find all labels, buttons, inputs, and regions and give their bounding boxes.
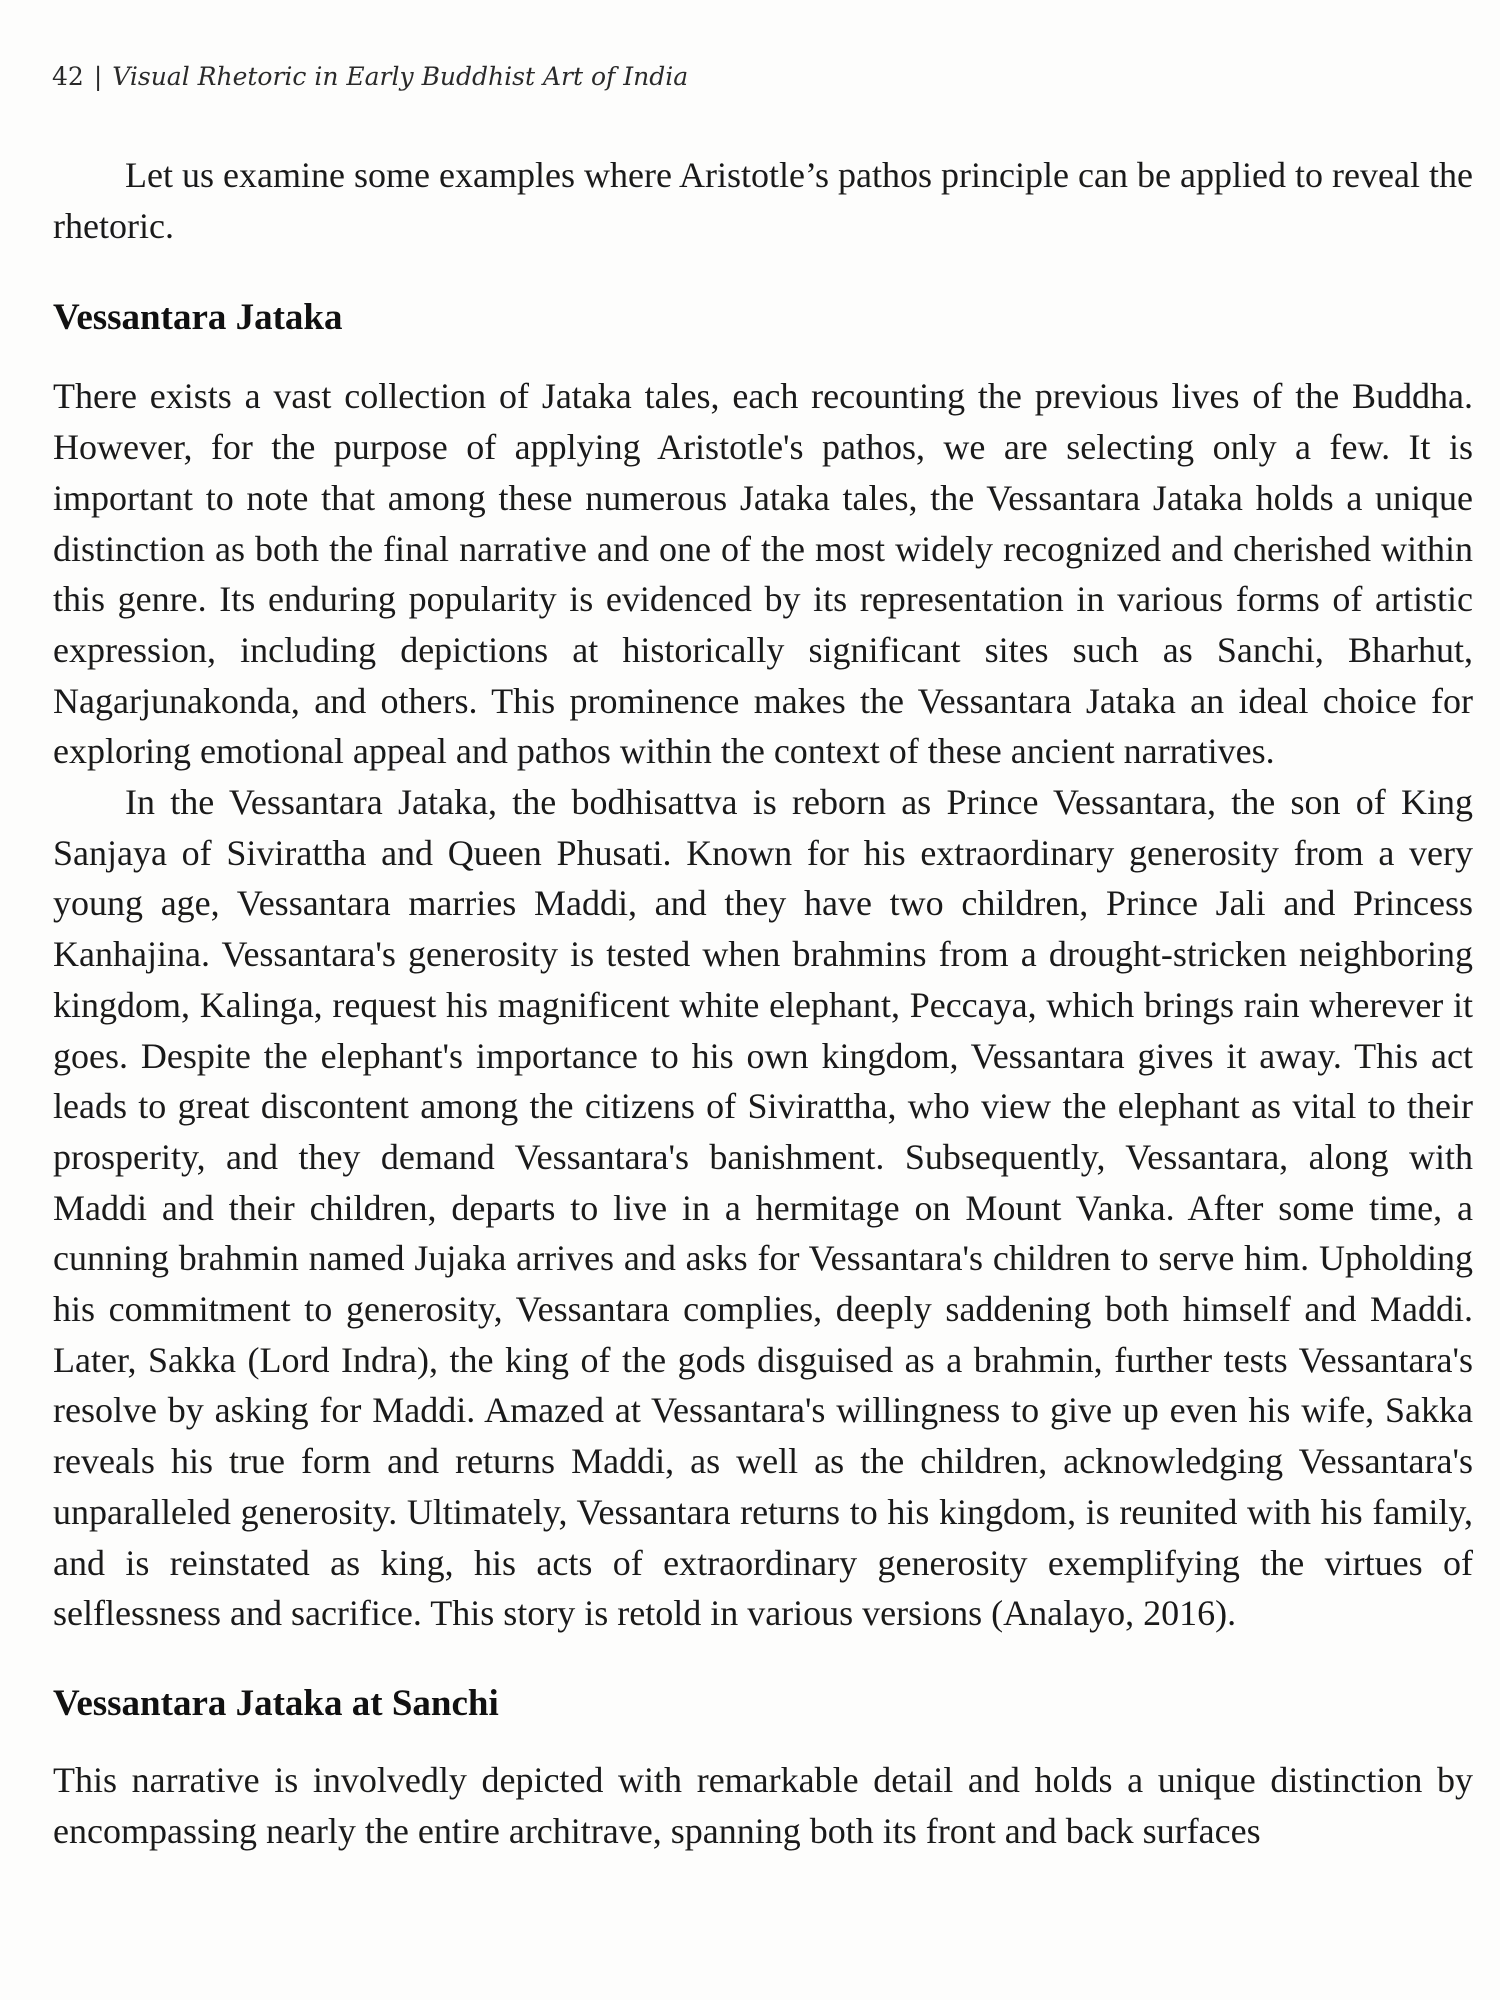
page-number: 42 <box>52 62 84 91</box>
section-heading-vessantara-jataka: Vessantara Jataka <box>53 297 343 339</box>
paragraph-vessantara-story: In the Vessantara Jataka, the bodhisattva is reborn as Prince Vessantara, the son of King Sanjaya of Sivirattha and Queen Phusati. Known for his extraordinary generosity from a very young age, Vessantara marries Maddi, and they have two children, Prince Jali and Princess Kanhajina. Vessantara's generosity is tested when brahmins from a drought-stricken neighboring kingdom, Kalinga, request his magnificent white elephant, Peccaya, which brings rain wherever it goes. Despite the elephant's importance to his own kingdom, Vessantara gives it away. This act leads to great discontent among the citizens of Sivirattha, who view the elephant as vital to their prosperity, and they demand Vessantara's banishment. Subsequently, Vessantara, along with Maddi and their children, departs to live in a hermitage on Mount Vanka. After some time, a cunning brahmin named Jujaka arrives and asks for Vessantara's children to serve him. Upholding his commitment to generosity, Vessantara complies, deeply saddening both himself and Maddi. Later, Sakka (Lord Indra), the king of the gods disguised as a brahmin, further tests Vessantara's resolve by asking for Maddi. Amazed at Vessantara's willingness to give up even his wife, Sakka reveals his true form and returns Maddi, as well as the children, acknowledging Vessantara's unparalleled generosity. Ultimately, Vessantara returns to his kingdom, is reunited with his family, and is reinstated as king, his acts of extraordinary generosity exemplifying the virtues of selflessness and sacrifice. This story is retold in various versions (Analayo, 2016). <box>53 782 1473 1634</box>
section-heading-sanchi: Vessantara Jataka at Sanchi <box>53 1682 499 1724</box>
book-title: Visual Rhetoric in Early Buddhist Art of India <box>112 62 689 91</box>
paragraph-sanchi-depiction: This narrative is involvedly depicted with remarkable detail and holds a unique distinction by encompassing nearly the entire architrave, spanning both its front and back surfaces <box>53 1759 1473 1851</box>
running-head <box>52 62 688 92</box>
paragraph-jataka-collection: There exists a vast collection of Jataka tales, each recounting the previous lives of the Buddha. However, for the purpose of applying Aristotle's pathos, we are selecting only a few. It is important to note that among these numerous Jataka tales, the Vessantara Jataka holds a unique distinction as both the final narrative and one of the most widely recognized and cherished within this genre. Its enduring popularity is evidenced by its representation in various forms of artistic expression, including depictions at historically significant sites such as Sanchi, Bharhut, Nagarjunakonda, and others. This prominence makes the Vessantara Jataka an ideal choice for exploring emotional appeal and pathos within the context of these ancient narratives. <box>53 376 1473 772</box>
running-head-separator: | <box>93 62 103 91</box>
body-text <box>53 150 1473 1856</box>
intro-paragraph: Let us examine some examples where Aristotle’s pathos principle can be applied to reveal the rhetoric. <box>53 155 1473 246</box>
